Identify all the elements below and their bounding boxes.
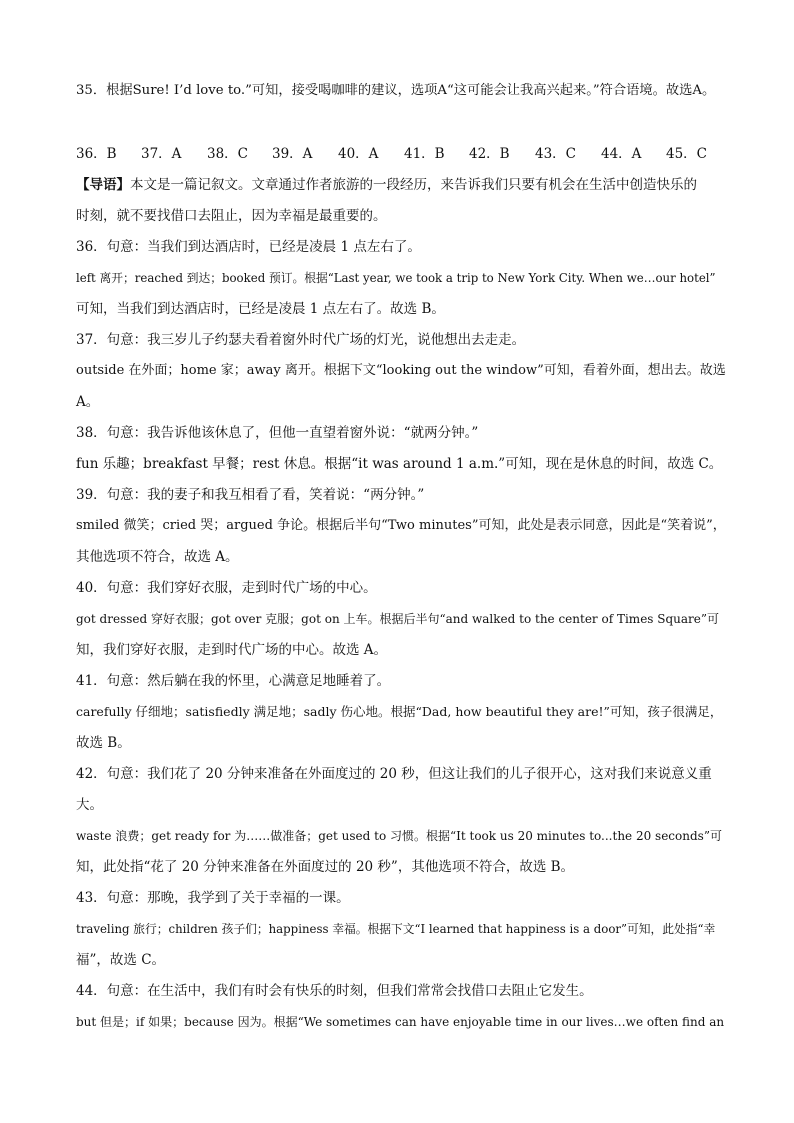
answer-41: 41．B — [404, 146, 445, 162]
q43-explanation-line-1: traveling 旅行；children 孩子们；happiness 幸福。根据下文“I learned that happiness is a door”可知，此处指“幸 — [76, 922, 716, 936]
q38-explanation: fun 乐趣；breakfast 早餐；rest 休息。根据“it was around 1 a.m.”可知，现在是休息的时间，故选 C。 — [76, 456, 723, 472]
answer-key-row — [76, 144, 726, 164]
answer-37: 37．A — [141, 146, 182, 162]
lead-paragraph-line-1 — [76, 175, 726, 195]
q42-translation-line-1: 42．句意：我们花了 20 分钟来准备在外面度过的 20 秒，但这让我们的儿子很开心，这对我们来说意义重 — [76, 766, 712, 782]
q44-translation: 44．句意：在生活中，我们有时会有快乐的时刻，但我们常常会找借口去阻止它发生。 — [76, 983, 593, 999]
q41-translation: 41．句意：然后躺在我的怀里，心满意足地睡着了。 — [76, 673, 391, 689]
q42-explanation-line-2: 知，此处指“花了 20 分钟来准备在外面度过的 20 秒”，其他选项不符合，故选 B。 — [76, 859, 575, 875]
lead-text-1: 本文是一篇记叙文。文章通过作者旅游的一段经历，来告诉我们只要有机会在生活中创造快乐的 — [130, 177, 697, 193]
q35-explanation: 35．根据Sure! I’d love to.”可知，接受喝咖啡的建议，选项A“这可能会让我高兴起来。”符合语境。故选A。 — [76, 83, 716, 98]
q41-explanation-line-1: carefully 仔细地；satisfiedly 满足地；sadly 伤心地。根据“Dad, how beautiful they are!”可知，孩子很满足， — [76, 704, 723, 719]
q44-explanation-line-1: but 但是；if 如果；because 因为。根据“We sometimes can have enjoyable time in our lives…we often find an — [76, 1015, 725, 1029]
q37-explanation-line-1: outside 在外面；home 家；away 离开。根据下文“looking out the window”可知，看着外面，想出去。故选 — [76, 363, 726, 378]
q43-translation: 43．句意：那晚，我学到了关于幸福的一课。 — [76, 890, 350, 906]
answer-44: 44．A — [601, 146, 642, 162]
q39-explanation-line-1: smiled 微笑；cried 哭；argued 争论。根据后半句“Two minutes”可知，此处是表示同意，因此是“笑着说”， — [76, 518, 726, 533]
q36-translation: 36．句意：当我们到达酒店时，已经是凌晨 1 点左右了。 — [76, 239, 421, 255]
q36-explanation-line-1: left 离开；reached 到达；booked 预订。根据“Last year, we took a trip to New York City. When we…our hotel” — [76, 271, 716, 285]
q37-translation: 37．句意：我三岁儿子约瑟夫看着窗外时代广场的灯光，说他想出去走走。 — [76, 332, 526, 348]
answer-43: 43．C — [535, 146, 577, 162]
answer-45: 45．C — [666, 146, 708, 162]
q36-explanation-line-2: 可知，当我们到达酒店时，已经是凌晨 1 点左右了。故选 B。 — [76, 301, 445, 317]
q42-translation-line-2: 大。 — [76, 797, 103, 813]
q42-explanation-line-1: waste 浪费；get ready for 为……做准备；get used to 习惯。根据“It took us 20 minutes to...the 20 seconds”可 — [76, 829, 722, 843]
q41-explanation-line-2: 故选 B。 — [76, 735, 131, 751]
q39-translation: 39．句意：我的妻子和我互相看了看，笑着说：“两分钟。” — [76, 487, 425, 503]
answer-36: 36．B — [76, 146, 117, 162]
q38-translation: 38．句意：我告诉他该休息了，但他一直望着窗外说：“就两分钟。” — [76, 425, 479, 441]
answer-40: 40．A — [338, 146, 379, 162]
lead-paragraph-line-2: 时刻，就不要找借口去阻止，因为幸福是最重要的。 — [76, 208, 387, 224]
q37-explanation-line-2: A。 — [76, 394, 100, 410]
answer-42: 42．B — [469, 146, 510, 162]
q40-translation: 40．句意：我们穿好衣服，走到时代广场的中心。 — [76, 580, 377, 596]
answer-38: 38．C — [207, 146, 249, 162]
answer-39: 39．A — [272, 146, 313, 162]
q39-explanation-line-2: 其他选项不符合，故选 A。 — [76, 549, 239, 565]
q40-explanation-line-2: 知，我们穿好衣服，走到时代广场的中心。故选 A。 — [76, 642, 388, 658]
q40-explanation-line-1: got dressed 穿好衣服；got over 克服；got on 上车。根据后半句“and walked to the center of Times Square”可 — [76, 612, 720, 626]
lead-label: 【导语】 — [76, 177, 130, 193]
q43-explanation-line-2: 福”，故选 C。 — [76, 952, 166, 968]
